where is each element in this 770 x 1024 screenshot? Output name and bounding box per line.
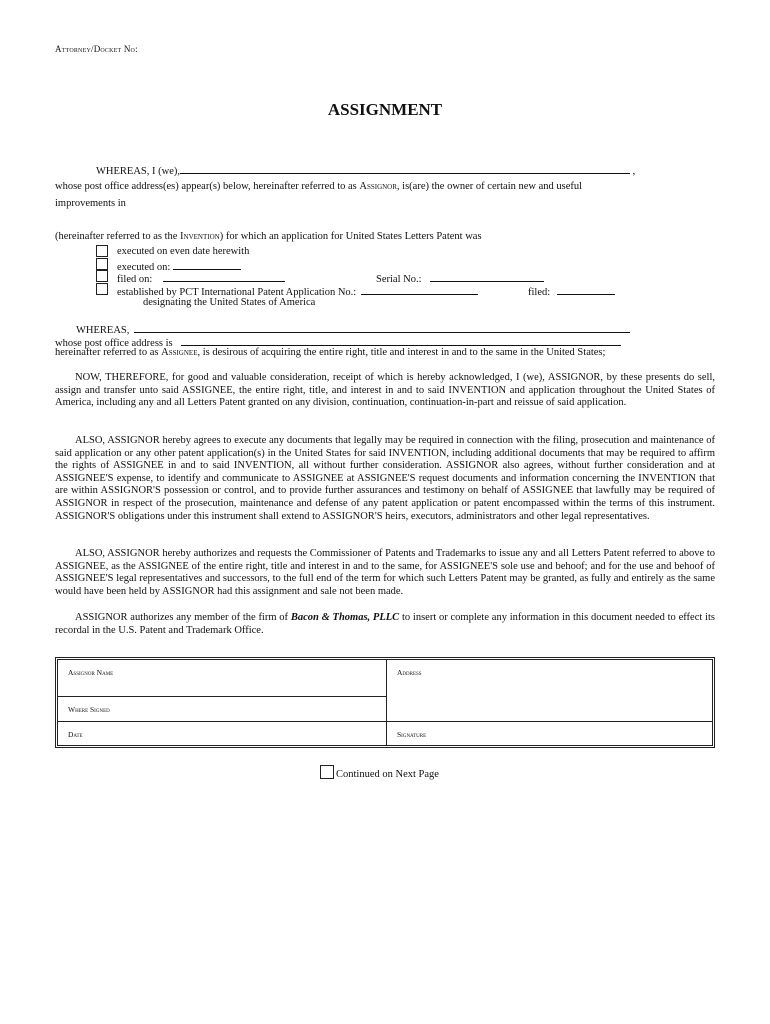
address-line <box>55 180 582 193</box>
executed-on-field[interactable] <box>173 258 241 270</box>
serial-label: Serial No.: <box>376 274 422 285</box>
also-agrees-text: ALSO, ASSIGNOR hereby agrees to execute any documents that legally may be required in connection with the filing, prosecution and maintenance of said application or any other patent application(s) in the United States for said INVENTION, including additional documents that may be required to affirm the rights of ASSIGNEE in and to said INVENTION, all without further consideration. ASSIGNOR also agrees, without further consideration and at ASSIGNEE'S expense, to identify and communicate to ASSIGNEE at ASSIGNEE'S request documents and information concerning the INVENTION that are within ASSIGNOR'S possession or control, and to provide further assurances and testimony on behalf of ASSIGNEE that lawfully may be required of ASSIGNOR in respect of the prosecution, maintenance and defense of any patent application or patent encompassed within the terms of this instrument. ASSIGNOR'S obligations under this instrument shall extend to ASSIGNOR'S heirs, executors, administrators and other legal representatives. <box>55 435 715 522</box>
pct-filed-field[interactable] <box>557 283 615 295</box>
assignor-name-cell[interactable]: Assignor Name <box>68 668 114 677</box>
paragraph-also-authorizes <box>55 548 715 598</box>
also-authorizes-text: ALSO, ASSIGNOR hereby authorizes and requests the Commissioner of Patents and Trademarks to issue any and all Letters Patent referred to above to ASSIGNEE, as the ASSIGNEE of the entire right, title and interest in and to the same, for ASSIGNEE'S sole use and behoof; and for the use and behoof of ASSIGNEE'S legal representatives and successors, to the full end of the term for which such Letters Patent may be granted, as fully and entirely as the same would have been held by ASSIGNOR had this assignment and sale not been made. <box>55 548 715 597</box>
assignee-address-label: whose post office address is <box>55 338 173 349</box>
option-executed-even-date: executed on even date herewith <box>117 246 250 257</box>
improvements-line: improvements in <box>55 198 126 209</box>
signature-cell[interactable]: Signature <box>397 730 427 739</box>
whereas-assignor-line <box>96 162 635 178</box>
assignee-definition-line <box>55 346 605 359</box>
continued-label: Continued on Next Page <box>336 769 439 780</box>
firm-name: Bacon & Thomas, PLLC <box>290 612 400 623</box>
invention-term: Invention <box>180 231 220 242</box>
pct-filed-label: filed: <box>528 287 551 298</box>
document-title: ASSIGNMENT <box>327 100 443 119</box>
assignee-name-field[interactable] <box>134 321 630 333</box>
recordal-pre: ASSIGNOR authorizes any member of the firm of <box>75 612 291 623</box>
option-executed-on-label: executed on: <box>117 262 171 273</box>
checkbox-filed-on[interactable] <box>96 270 108 282</box>
checkbox-executed-even-date[interactable] <box>96 245 108 257</box>
docket-label: Attorney/Docket No: <box>55 44 138 54</box>
invention-line-post: ) for which an application for United States Letters Patent was <box>219 231 482 242</box>
invention-line <box>55 230 482 243</box>
assignor-name-field[interactable] <box>180 162 630 174</box>
paragraph-also-agrees <box>55 435 715 523</box>
assignee-term: Assignee <box>161 347 198 358</box>
serial-field[interactable] <box>430 270 544 282</box>
address-cell[interactable]: Address <box>397 668 422 677</box>
pct-filed <box>528 283 615 299</box>
continued-notice <box>320 765 439 780</box>
recordal-post: to insert or complete any information in this document needed to effect its recordal in the U.S. Patent and Trademark Office. <box>55 612 715 636</box>
date-cell[interactable]: Date <box>68 730 83 739</box>
signature-table <box>55 657 715 748</box>
assignee-definition-post: , is desirous of acquiring the entire right, title and interest in and to the same in the United States; <box>197 347 606 358</box>
address-line-post: , is(are) the owner of certain new and useful <box>396 181 583 192</box>
assignor-term: Assignor <box>359 181 397 192</box>
whereas-lead: WHEREAS, I (we), <box>96 166 180 177</box>
paragraph-recordal <box>55 612 715 637</box>
option-filed-on-label: filed on: <box>117 274 153 285</box>
whereas-trail: , <box>632 166 636 177</box>
option-pct-label: established by PCT International Patent Application No.: <box>117 287 357 298</box>
assignee-definition-pre: hereinafter referred to as <box>55 347 162 358</box>
checkbox-executed-on[interactable] <box>96 258 108 270</box>
assignee-address-field[interactable] <box>181 334 621 346</box>
whereas-assignee-lead: WHEREAS, <box>76 325 130 336</box>
checkbox-pct[interactable] <box>96 283 108 295</box>
where-signed-cell[interactable]: Where Signed <box>68 705 110 714</box>
continued-checkbox[interactable] <box>320 765 334 779</box>
paragraph-now-therefore <box>55 372 715 410</box>
designating-line: designating the United States of America <box>143 297 316 308</box>
now-therefore-text: NOW, THEREFORE, for good and valuable consideration, receipt of which is hereby acknowledged, I (we), ASSIGNOR, by these presents do sell, assign and transfer unto said ASSIGNEE, the entire right, title, and interest in and to said INVENTION and application throughout the United States of America, including any and all Letters Patent granted on any division, continuation, continuation-in-part and reissue of said application. <box>55 372 715 409</box>
pct-number-field[interactable] <box>361 283 478 295</box>
filed-on-field[interactable] <box>163 270 285 282</box>
invention-line-pre: (hereinafter referred to as the <box>55 231 181 242</box>
address-line-pre: whose post office address(es) appear(s) below, hereinafter referred to as <box>55 181 360 192</box>
